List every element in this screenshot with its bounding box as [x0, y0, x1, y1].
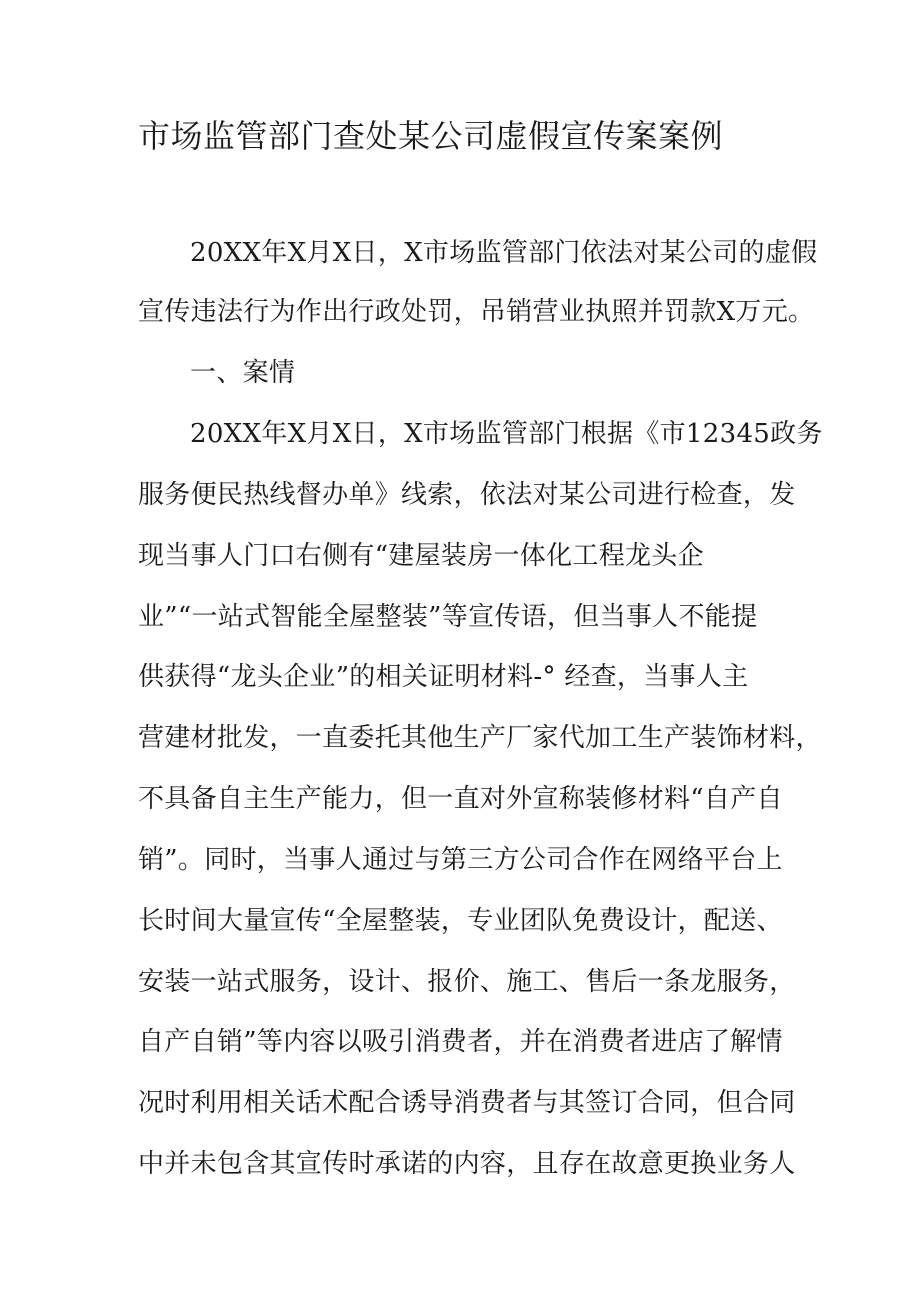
paragraph-line: 销”。同时，当事人通过与第三方公司合作在网络平台上 — [138, 845, 783, 875]
paragraph-line: 20XX年X月X日，X市场监管部门根据《市12345政务 — [190, 419, 823, 449]
paragraph-line: 现当事人门口右侧有“建屋装房一体化工程龙头企 — [138, 541, 704, 571]
paragraph-line: 服务便民热线督办单》线索，依法对某公司进行检查，发 — [138, 480, 796, 510]
paragraph-line: 营建材批发，一直委托其他生产厂家代加工生产装饰材料， — [138, 723, 822, 753]
paragraph-line: 况时利用相关话术配合诱导消费者与其签订合同，但合同 — [138, 1088, 796, 1118]
paragraph-line: 自产自销”等内容以吸引消费者，并在消费者进店了解情 — [138, 1027, 783, 1057]
paragraph-line: 不具备自主生产能力，但一直对外宣称装修材料“自产自 — [138, 784, 783, 814]
paragraph-line: 供获得“龙头企业”的相关证明材料-° 经查，当事人主 — [138, 662, 749, 692]
paragraph-line: 中并未包含其宣传时承诺的内容，且存在故意更换业务人 — [138, 1149, 796, 1179]
paragraph-line: 安装一站式服务，设计、报价、施工、售后一条龙服务， — [138, 967, 796, 997]
paragraph-line: 宣传违法行为作出行政处罚，吊销营业执照并罚款X万元。 — [138, 297, 815, 327]
paragraph-line: 长时间大量宣传“全屋整装，专业团队免费设计，配送、 — [138, 906, 783, 936]
document-title: 市场监管部门查处某公司虚假宣传案案例 — [138, 117, 724, 155]
paragraph-line: 业”“一站式智能全屋整装”等宣传语，但当事人不能提 — [138, 602, 758, 632]
section-heading: 一、案情 — [190, 358, 296, 388]
paragraph-line: 20XX年X月X日，X市场监管部门依法对某公司的虚假 — [190, 238, 818, 268]
